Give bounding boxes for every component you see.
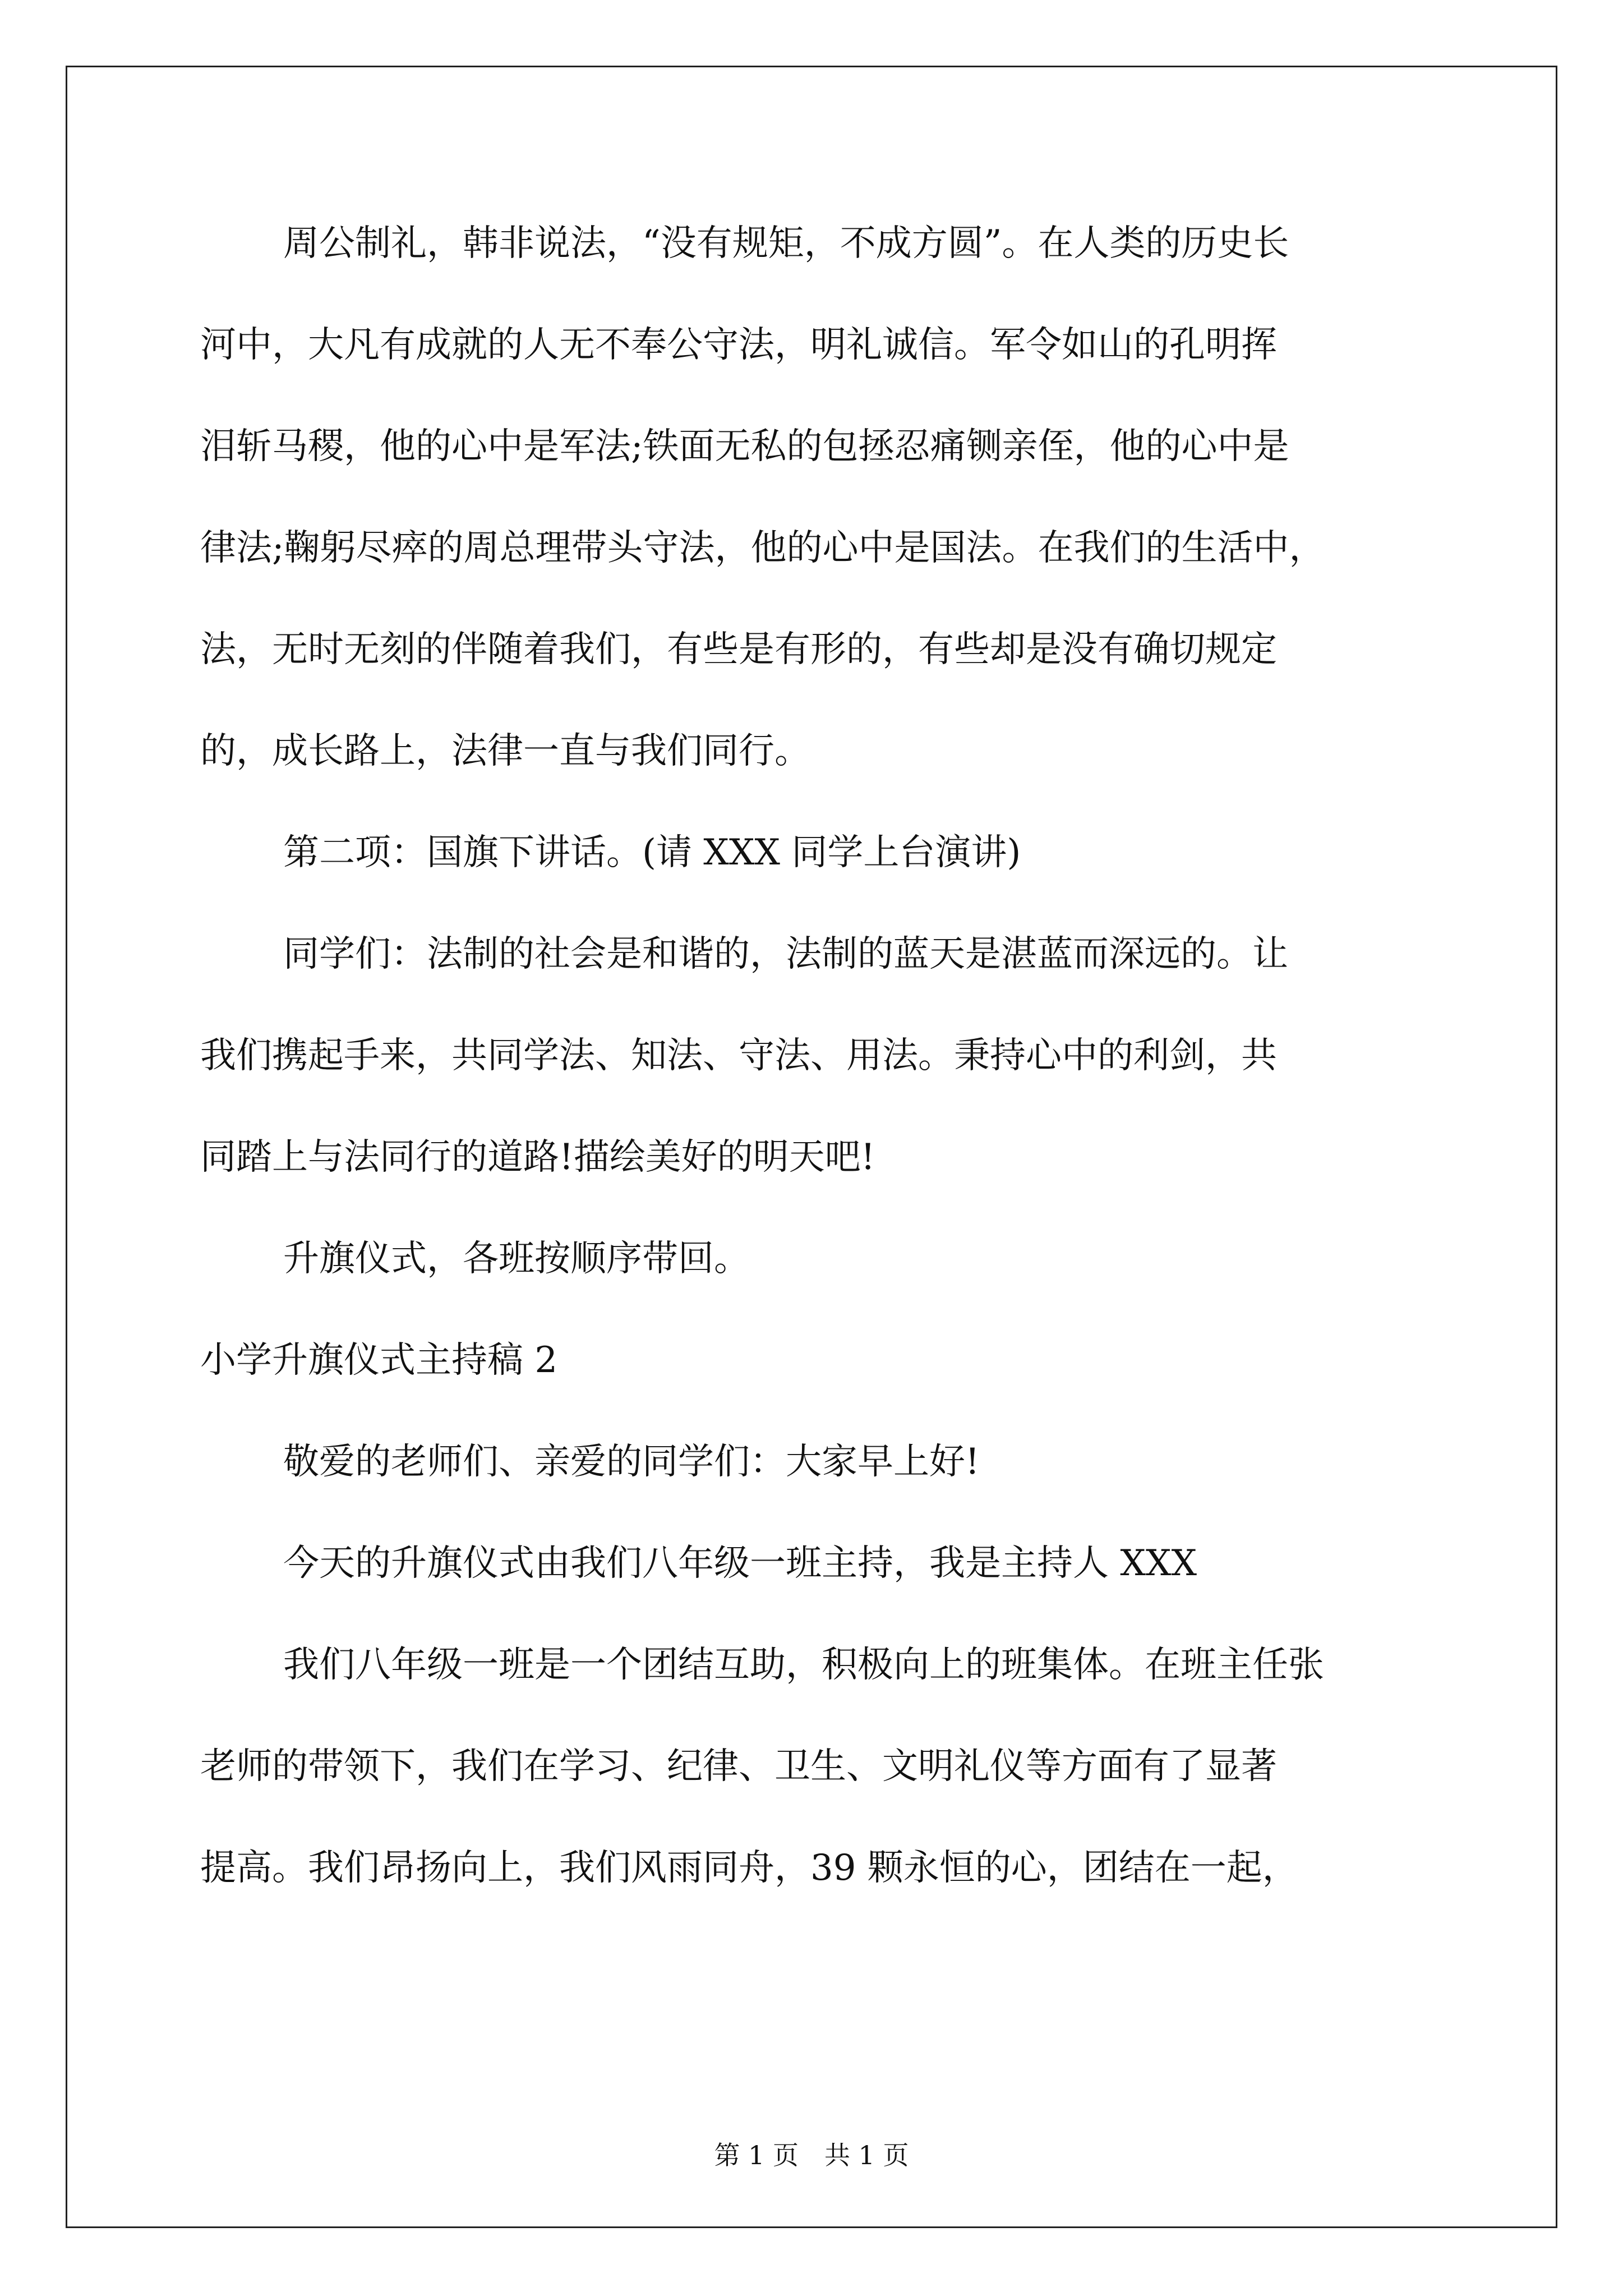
paragraph-line: 同踏上与法同行的道路!描绘美好的明天吧! — [200, 1137, 875, 1178]
section-heading: 小学升旗仪式主持稿 2 — [200, 1340, 558, 1381]
greeting-line: 敬爱的老师们、亲爱的同学们：大家早上好! — [283, 1441, 980, 1483]
paragraph-line: 周公制礼，韩非说法，“没有规矩，不成方圆”。在人类的历史长 — [283, 223, 1289, 264]
paragraph-line: 今天的升旗仪式由我们八年级一班主持，我是主持人 XXX — [283, 1543, 1197, 1584]
page-number-footer: 第 1 页 共 1 页 — [714, 2140, 909, 2170]
paragraph-line: 的，成长路上，法律一直与我们同行。 — [200, 730, 810, 772]
paragraph-line: 升旗仪式，各班按顺序带回。 — [283, 1238, 750, 1280]
paragraph-line: 河中，大凡有成就的人无不奉公守法，明礼诚信。军令如山的孔明挥 — [200, 324, 1277, 366]
paragraph-line: 泪斩马稷，他的心中是军法;铁面无私的包拯忍痛铡亲侄，他的心中是 — [200, 426, 1289, 467]
document-body — [200, 219, 1428, 1945]
paragraph-line: 同学们：法制的社会是和谐的，法制的蓝天是湛蓝而深远的。让 — [283, 933, 1288, 975]
paragraph-line: 律法;鞠躬尽瘁的周总理带头守法，他的心中是国法。在我们的生活中， — [200, 527, 1325, 569]
paragraph-line: 提高。我们昂扬向上，我们风雨同舟，39 颗永恒的心，团结在一起， — [200, 1847, 1298, 1889]
paragraph-line: 老师的带领下，我们在学习、纪律、卫生、文明礼仪等方面有了显著 — [200, 1746, 1277, 1787]
paragraph-line: 法，无时无刻的伴随着我们，有些是有形的，有些却是没有确切规定 — [200, 629, 1277, 670]
paragraph-line: 我们携起手来，共同学法、知法、守法、用法。秉持心中的利剑，共 — [200, 1035, 1277, 1076]
paragraph-line: 我们八年级一班是一个团结互助，积极向上的班集体。在班主任张 — [283, 1644, 1324, 1686]
agenda-item-line: 第二项：国旗下讲话。(请 XXX 同学上台演讲) — [283, 832, 1021, 873]
